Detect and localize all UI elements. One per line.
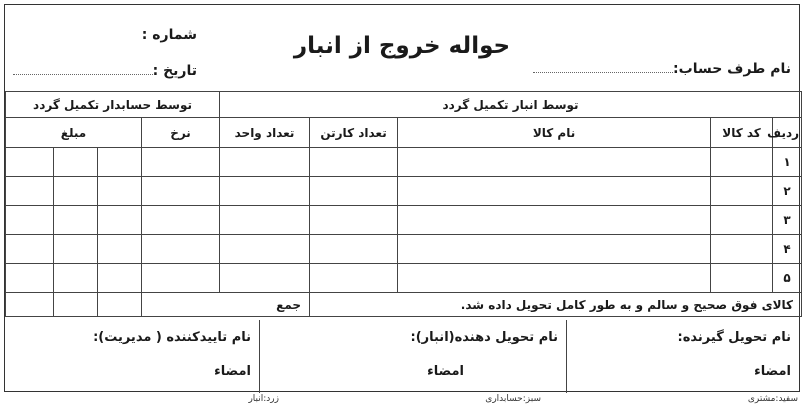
code-cell[interactable] (711, 235, 773, 264)
deliverer-label: نام تحویل دهنده(انبار): (410, 330, 558, 345)
col-header-row: ردیف (773, 118, 802, 148)
col-header-cartons: تعداد کارتن (310, 118, 398, 148)
col-header-code: کد کالا (711, 118, 773, 148)
amount-cell[interactable] (98, 148, 142, 177)
col-header-amount: مبلغ (6, 118, 142, 148)
cartons-cell[interactable] (310, 148, 398, 177)
form-title: حواله خروج از انبار (293, 33, 511, 59)
receiver-label: نام تحویل گیرنده: (677, 330, 791, 345)
signature-section (5, 320, 799, 393)
amount-cell[interactable] (54, 148, 98, 177)
column-header-row (6, 118, 802, 148)
account-dotted-line (533, 61, 673, 73)
rate-cell[interactable] (142, 206, 220, 235)
amount-cell[interactable] (54, 264, 98, 293)
units-cell[interactable] (220, 235, 310, 264)
section-header-row (6, 92, 802, 118)
total-amount-cell[interactable] (54, 293, 98, 317)
units-cell[interactable] (220, 264, 310, 293)
amount-cell[interactable] (6, 264, 54, 293)
code-cell[interactable] (711, 177, 773, 206)
cartons-cell[interactable] (310, 177, 398, 206)
approver-signature-label: امضاء (214, 364, 251, 379)
code-cell[interactable] (711, 148, 773, 177)
amount-cell[interactable] (54, 235, 98, 264)
amount-cell[interactable] (54, 177, 98, 206)
receiver-box[interactable] (566, 320, 799, 393)
total-amount-cell[interactable] (98, 293, 142, 317)
rate-cell[interactable] (142, 264, 220, 293)
table-row (6, 206, 802, 235)
row-number: ۴ (773, 235, 802, 264)
amount-cell[interactable] (54, 206, 98, 235)
approver-label: نام تاییدکننده ( مدیریت): (93, 330, 251, 345)
amount-cell[interactable] (6, 177, 54, 206)
name-cell[interactable] (398, 235, 711, 264)
form-header (5, 5, 799, 91)
deliverer-signature-label: امضاء (427, 364, 464, 379)
rate-cell[interactable] (142, 235, 220, 264)
amount-cell[interactable] (6, 235, 54, 264)
account-field[interactable] (533, 61, 791, 77)
amount-cell[interactable] (98, 206, 142, 235)
accountant-section-header: توسط حسابدار تکمیل گردد (6, 92, 220, 118)
col-header-name: نام کالا (398, 118, 711, 148)
row-number: ۱ (773, 148, 802, 177)
name-cell[interactable] (398, 264, 711, 293)
row-number: ۳ (773, 206, 802, 235)
confirmation-text: کالای فوق صحیح و سالم و به طور کامل تحویل داده شد. (310, 293, 802, 317)
items-table (5, 91, 802, 317)
table-row (6, 235, 802, 264)
row-number: ۲ (773, 177, 802, 206)
account-label: نام طرف حساب: (673, 61, 791, 77)
number-field[interactable] (142, 27, 197, 43)
amount-cell[interactable] (6, 148, 54, 177)
total-label: جمع (142, 293, 310, 317)
total-row (6, 293, 802, 317)
amount-cell[interactable] (98, 264, 142, 293)
approver-box[interactable] (6, 320, 259, 393)
amount-cell[interactable] (98, 177, 142, 206)
name-cell[interactable] (398, 206, 711, 235)
number-label: شماره : (141, 27, 197, 43)
cartons-cell[interactable] (310, 235, 398, 264)
name-cell[interactable] (398, 148, 711, 177)
footer-copy-white: سفید:مشتری (747, 394, 798, 404)
units-cell[interactable] (220, 177, 310, 206)
cartons-cell[interactable] (310, 206, 398, 235)
table-row (6, 264, 802, 293)
rate-cell[interactable] (142, 148, 220, 177)
date-dotted-line (13, 63, 153, 75)
footer-copy-yellow: زرد:انبار (248, 394, 279, 404)
footer-copy-green: سبز:حسابداری (485, 394, 541, 404)
rate-cell[interactable] (142, 177, 220, 206)
amount-cell[interactable] (6, 206, 54, 235)
code-cell[interactable] (711, 264, 773, 293)
receiver-signature-label: امضاء (754, 364, 791, 379)
deliverer-box[interactable] (259, 320, 566, 393)
amount-cell[interactable] (98, 235, 142, 264)
units-cell[interactable] (220, 148, 310, 177)
name-cell[interactable] (398, 177, 711, 206)
row-number: ۵ (773, 264, 802, 293)
warehouse-section-header: توسط انبار تکمیل گردد (220, 92, 802, 118)
total-amount-cell[interactable] (6, 293, 54, 317)
table-row (6, 148, 802, 177)
col-header-units: تعداد واحد (220, 118, 310, 148)
date-field[interactable] (13, 63, 197, 79)
units-cell[interactable] (220, 206, 310, 235)
date-label: تاریخ : (152, 63, 197, 79)
cartons-cell[interactable] (310, 264, 398, 293)
table-row (6, 177, 802, 206)
code-cell[interactable] (711, 206, 773, 235)
warehouse-exit-form (4, 4, 800, 392)
col-header-rate: نرخ (142, 118, 220, 148)
